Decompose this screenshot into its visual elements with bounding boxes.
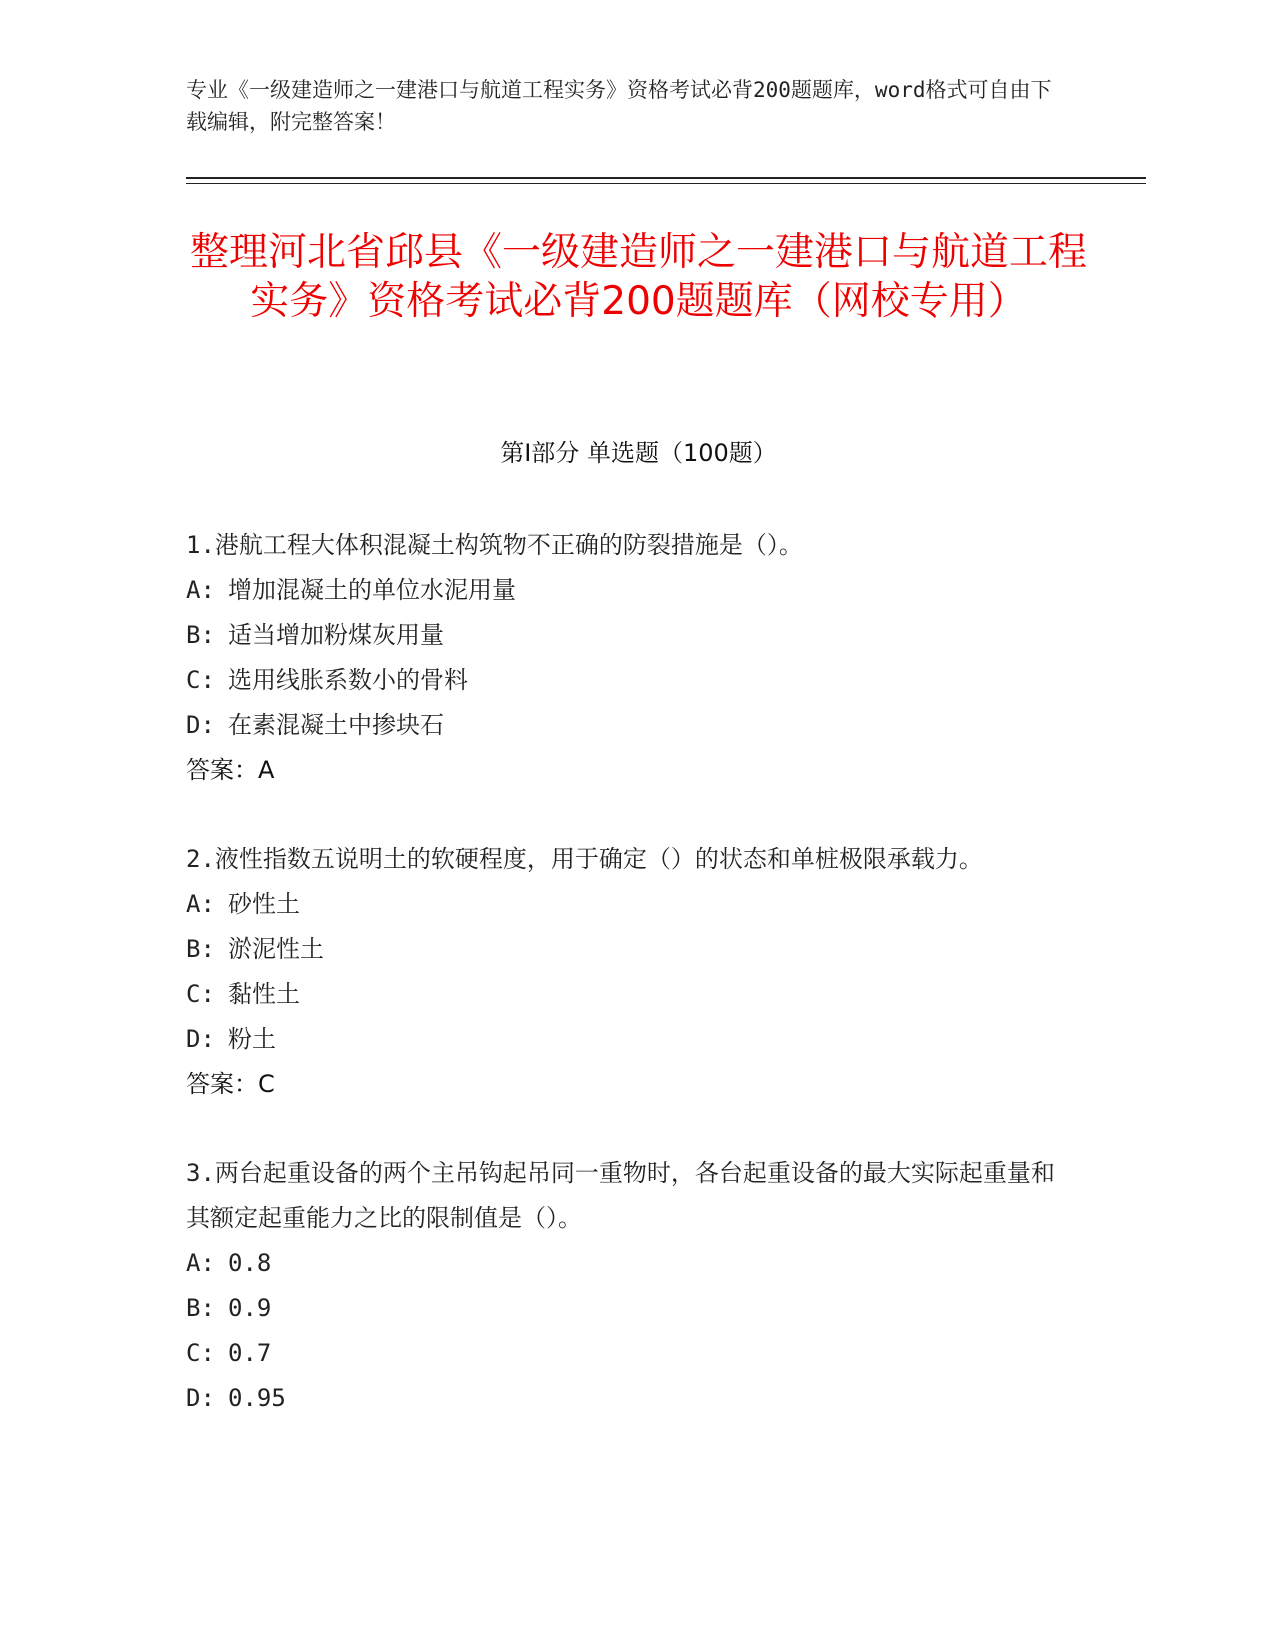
option-text: 淤泥性土	[228, 935, 324, 963]
option-letter: D:	[186, 711, 215, 739]
header-divider-thin	[186, 183, 1146, 184]
option-d	[186, 1376, 1066, 1421]
option-c	[186, 1331, 1066, 1376]
option-b	[186, 1286, 1066, 1331]
option-text: 在素混凝土中掺块石	[228, 711, 444, 739]
header-note: 专业《一级建造师之一建港口与航道工程实务》资格考试必背200题题库，word格式可自由下载编辑，附完整答案！	[186, 78, 1052, 134]
option-letter: A:	[186, 1249, 215, 1277]
section-title: 第Ⅰ部分 单选题（100题）	[500, 439, 777, 467]
option-text: 黏性土	[228, 980, 300, 1008]
question-3	[186, 1151, 1066, 1421]
question-stem: 3.两台起重设备的两个主吊钩起吊同一重物时，各台起重设备的最大实际起重量和其额定起重能力之比的限制值是（）。	[186, 1159, 1055, 1232]
option-text: 粉土	[228, 1025, 276, 1053]
option-d	[186, 703, 1066, 748]
answer-line: 答案：A	[186, 756, 275, 784]
option-c	[186, 972, 1066, 1017]
option-letter: C:	[186, 1339, 215, 1367]
option-letter: B:	[186, 621, 215, 649]
option-text: 0.8	[228, 1249, 272, 1277]
option-letter: B:	[186, 935, 215, 963]
option-text: 适当增加粉煤灰用量	[228, 621, 444, 649]
option-text: 砂性土	[228, 890, 300, 918]
option-d	[186, 1017, 1066, 1062]
option-b	[186, 613, 1066, 658]
document-title: 整理河北省邱县《一级建造师之一建港口与航道工程实务》资格考试必背200题题库（网校专用）	[189, 230, 1087, 324]
option-c	[186, 658, 1066, 703]
header-divider-thick	[186, 177, 1146, 179]
option-a	[186, 882, 1066, 927]
option-text: 0.7	[228, 1339, 272, 1367]
option-letter: C:	[186, 980, 215, 1008]
option-a	[186, 1241, 1066, 1286]
option-letter: D:	[186, 1384, 215, 1412]
question-stem: 1.港航工程大体积混凝土构筑物不正确的防裂措施是（）。	[186, 531, 803, 559]
option-letter: C:	[186, 666, 215, 694]
option-text: 0.95	[228, 1384, 286, 1412]
option-text: 选用线胀系数小的骨料	[228, 666, 468, 694]
option-letter: B:	[186, 1294, 215, 1322]
question-2	[186, 837, 1066, 1107]
answer-line: 答案：C	[186, 1070, 275, 1098]
option-text: 0.9	[228, 1294, 272, 1322]
option-letter: A:	[186, 576, 215, 604]
option-text: 增加混凝土的单位水泥用量	[228, 576, 516, 604]
question-list	[186, 523, 1066, 1465]
question-stem: 2.液性指数五说明土的软硬程度，用于确定（）的状态和单桩极限承载力。	[186, 845, 983, 873]
option-a	[186, 568, 1066, 613]
option-b	[186, 927, 1066, 972]
option-letter: A:	[186, 890, 215, 918]
option-letter: D:	[186, 1025, 215, 1053]
question-1	[186, 523, 1066, 793]
